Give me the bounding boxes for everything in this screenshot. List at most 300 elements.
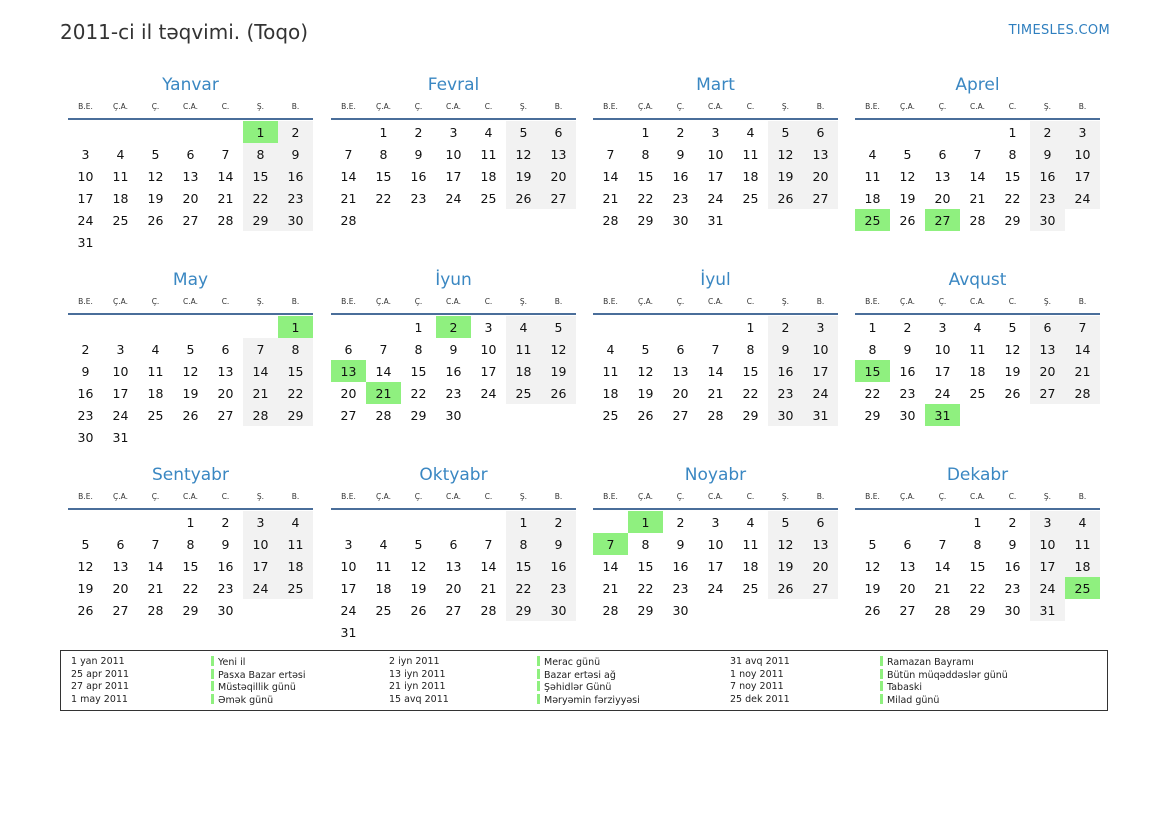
- day-cell: 24: [1065, 187, 1100, 209]
- day-cell: 5: [903, 146, 912, 162]
- empty-cell: [366, 621, 401, 643]
- weekday-label: Ş.: [1043, 492, 1052, 501]
- day-cell: 8: [641, 146, 650, 162]
- day-cell: 2: [278, 121, 313, 143]
- legend-date: 2 iyn 2011: [389, 656, 440, 667]
- day-cell: 18: [742, 558, 759, 574]
- day-grid: [855, 315, 1100, 426]
- day-cell: 25: [742, 580, 759, 596]
- day-cell: 4: [278, 511, 313, 533]
- weekday-label: B.E.: [603, 492, 618, 501]
- day-cell: 24: [1030, 577, 1065, 599]
- legend-date: 13 iyn 2011: [389, 668, 446, 680]
- day-cell: 20: [803, 555, 838, 577]
- day-cell: 23: [1030, 187, 1065, 209]
- day-cell: 21: [147, 580, 164, 596]
- day-cell: 11: [742, 536, 759, 552]
- day-cell: 30: [278, 209, 313, 231]
- day-cell: 29: [506, 599, 541, 621]
- day-cell: 18: [278, 555, 313, 577]
- day-cell: 4: [151, 341, 160, 357]
- day-cell: 22: [410, 385, 427, 401]
- day-cell: 15: [375, 168, 392, 184]
- day-cell: 20: [340, 385, 357, 401]
- day-cell: 16: [672, 558, 689, 574]
- day-cell: 15: [243, 165, 278, 187]
- day-cell: 8: [868, 341, 877, 357]
- day-cell: 7: [938, 536, 947, 552]
- month-yanvar: [68, 73, 313, 253]
- day-cell: 2: [676, 124, 685, 140]
- day-cell: 15: [969, 558, 986, 574]
- weekday-label: B.: [554, 492, 563, 501]
- day-cell: 19: [541, 360, 576, 382]
- empty-cell: [366, 316, 401, 338]
- day-cell: 8: [414, 341, 423, 357]
- day-cell: 18: [506, 360, 541, 382]
- day-cell: 17: [480, 363, 497, 379]
- weekday-label: C.: [221, 492, 230, 501]
- day-cell: 10: [243, 533, 278, 555]
- legend-dates: [389, 656, 449, 706]
- weekday-label: B.E.: [341, 297, 356, 306]
- weekday-label: C.A.: [182, 102, 198, 111]
- day-cell: 6: [1030, 316, 1065, 338]
- day-cell: 18: [864, 190, 881, 206]
- weekday-label: Ç.: [676, 492, 685, 501]
- day-cell: 9: [676, 146, 685, 162]
- weekday-label: Ş.: [256, 492, 265, 501]
- day-cell: 1: [628, 511, 663, 533]
- month-sentyabr: [68, 463, 313, 621]
- legend-date: 25 apr 2011: [71, 668, 130, 680]
- day-cell: 4: [484, 124, 493, 140]
- empty-cell: [1065, 599, 1100, 621]
- day-cell: 22: [375, 190, 392, 206]
- empty-cell: [541, 621, 576, 643]
- day-cell: 9: [449, 341, 458, 357]
- day-cell: 21: [243, 382, 278, 404]
- day-cell: 8: [278, 338, 313, 360]
- day-cell: 14: [147, 558, 164, 574]
- month-aprel: [855, 73, 1100, 231]
- weekday-label: C.: [746, 297, 755, 306]
- day-cell: 16: [899, 363, 916, 379]
- weekday-label: Ş.: [781, 102, 790, 111]
- legend-names: [880, 656, 1008, 706]
- day-cell: 16: [217, 558, 234, 574]
- day-cell: 31: [112, 429, 129, 445]
- day-cell: 13: [112, 558, 129, 574]
- weekday-label: Ç.A.: [637, 492, 653, 501]
- day-cell: 25: [506, 382, 541, 404]
- day-cell: 28: [217, 212, 234, 228]
- day-cell: 3: [711, 124, 720, 140]
- legend-date: 21 iyn 2011: [389, 681, 446, 692]
- weekday-label: B.: [1078, 492, 1087, 501]
- day-cell: 3: [243, 511, 278, 533]
- day-cell: 1: [379, 124, 388, 140]
- day-cell: 7: [593, 533, 628, 555]
- legend-date: 25 dek 2011: [730, 693, 790, 705]
- day-grid: [68, 315, 313, 448]
- day-cell: 19: [864, 580, 881, 596]
- day-cell: 14: [217, 168, 234, 184]
- legend-holiday-name: Əmək günü: [218, 694, 274, 706]
- day-cell: 26: [768, 577, 803, 599]
- day-cell: 23: [899, 385, 916, 401]
- empty-cell: [436, 511, 471, 533]
- weekday-label: Ş.: [519, 102, 528, 111]
- weekday-label: Ş.: [781, 492, 790, 501]
- weekday-header: [331, 296, 576, 315]
- day-cell: 18: [147, 385, 164, 401]
- empty-cell: [173, 121, 208, 143]
- day-cell: 30: [445, 407, 462, 423]
- day-grid: [855, 120, 1100, 231]
- month-name: İyul: [700, 270, 731, 290]
- legend-dates: [730, 656, 790, 706]
- day-cell: 27: [541, 187, 576, 209]
- day-cell: 9: [541, 533, 576, 555]
- day-cell: 31: [340, 624, 357, 640]
- day-cell: 6: [449, 536, 458, 552]
- day-cell: 31: [803, 404, 838, 426]
- day-cell: 9: [414, 146, 423, 162]
- day-cell: 12: [768, 143, 803, 165]
- day-cell: 27: [803, 577, 838, 599]
- day-cell: 19: [768, 165, 803, 187]
- day-cell: 17: [243, 555, 278, 577]
- month-name: Sentyabr: [152, 465, 229, 485]
- legend-date: 27 apr 2011: [71, 681, 130, 692]
- day-cell: 13: [541, 143, 576, 165]
- day-cell: 13: [331, 360, 366, 382]
- page-title: 2011-ci il təqvimi. (Toqo): [60, 20, 309, 44]
- legend-holiday: [537, 694, 640, 707]
- day-cell: 29: [742, 407, 759, 423]
- day-cell: 13: [672, 363, 689, 379]
- weekday-label: B.: [816, 492, 825, 501]
- day-grid: [68, 120, 313, 253]
- day-cell: 20: [445, 580, 462, 596]
- day-cell: 7: [379, 341, 388, 357]
- day-cell: 12: [1004, 341, 1021, 357]
- day-cell: 8: [506, 533, 541, 555]
- day-cell: 31: [1030, 599, 1065, 621]
- empty-cell: [960, 121, 995, 143]
- day-cell: 5: [768, 511, 803, 533]
- holiday-marker-icon: [880, 656, 883, 666]
- day-cell: 13: [803, 143, 838, 165]
- empty-cell: [890, 511, 925, 533]
- day-grid: [593, 315, 838, 426]
- day-cell: 14: [934, 558, 951, 574]
- holiday-marker-icon: [537, 681, 540, 691]
- day-cell: 17: [112, 385, 129, 401]
- day-cell: 28: [375, 407, 392, 423]
- day-cell: 27: [217, 407, 234, 423]
- day-cell: 1: [1008, 124, 1017, 140]
- day-cell: 14: [602, 558, 619, 574]
- holiday-marker-icon: [211, 694, 214, 704]
- holiday-marker-icon: [211, 656, 214, 666]
- day-cell: 22: [637, 580, 654, 596]
- day-cell: 3: [449, 124, 458, 140]
- day-cell: 15: [410, 363, 427, 379]
- empty-cell: [960, 404, 995, 426]
- day-cell: 28: [969, 212, 986, 228]
- legend-holiday-name: Milad günü: [887, 694, 940, 706]
- day-cell: 6: [344, 341, 353, 357]
- day-cell: 17: [707, 168, 724, 184]
- day-cell: 24: [243, 577, 278, 599]
- empty-cell: [890, 121, 925, 143]
- day-cell: 5: [186, 341, 195, 357]
- day-cell: 3: [81, 146, 90, 162]
- legend-holiday: [880, 681, 1008, 694]
- weekday-label: B.E.: [78, 102, 93, 111]
- day-cell: 1: [746, 319, 755, 335]
- weekday-label: B.: [1078, 297, 1087, 306]
- weekday-label: B.E.: [865, 102, 880, 111]
- day-cell: 21: [602, 580, 619, 596]
- day-cell: 4: [506, 316, 541, 338]
- weekday-label: Ş.: [1043, 102, 1052, 111]
- day-cell: 23: [410, 190, 427, 206]
- empty-cell: [278, 599, 313, 621]
- day-cell: 15: [182, 558, 199, 574]
- weekday-label: Ç.: [938, 492, 947, 501]
- day-cell: 4: [1065, 511, 1100, 533]
- weekday-label: C.A.: [182, 297, 198, 306]
- day-cell: 17: [340, 580, 357, 596]
- day-cell: 26: [899, 212, 916, 228]
- weekday-label: Ç.A.: [375, 297, 391, 306]
- weekday-label: B.E.: [78, 297, 93, 306]
- day-cell: 31: [707, 212, 724, 228]
- weekday-label: Ç.A.: [112, 492, 128, 501]
- legend-holiday-name: Tabaski: [887, 682, 922, 693]
- weekday-label: Ç.: [414, 102, 423, 111]
- day-cell: 5: [506, 121, 541, 143]
- day-cell: 16: [278, 165, 313, 187]
- day-cell: 10: [445, 146, 462, 162]
- empty-cell: [243, 231, 278, 253]
- day-cell: 16: [768, 360, 803, 382]
- day-cell: 5: [768, 121, 803, 143]
- day-cell: 18: [1065, 555, 1100, 577]
- day-cell: 14: [969, 168, 986, 184]
- day-cell: 27: [1030, 382, 1065, 404]
- weekday-label: C.: [1008, 102, 1017, 111]
- day-cell: 22: [637, 190, 654, 206]
- legend-dates: [71, 656, 129, 706]
- day-grid: [593, 510, 838, 621]
- weekday-label: Ş.: [1043, 297, 1052, 306]
- day-cell: 17: [77, 190, 94, 206]
- day-cell: 21: [934, 580, 951, 596]
- day-cell: 2: [541, 511, 576, 533]
- day-cell: 26: [77, 602, 94, 618]
- day-cell: 21: [707, 385, 724, 401]
- legend-holiday-name: Yeni il: [218, 657, 246, 668]
- weekday-label: C.A.: [969, 297, 985, 306]
- month-fevral: [331, 73, 576, 231]
- legend-date: 1 yan 2011: [71, 656, 125, 667]
- weekday-header: [68, 491, 313, 510]
- day-cell: 9: [903, 341, 912, 357]
- day-cell: 12: [541, 338, 576, 360]
- day-cell: 11: [602, 363, 619, 379]
- weekday-label: C.: [221, 297, 230, 306]
- empty-cell: [138, 121, 173, 143]
- empty-cell: [925, 511, 960, 533]
- day-cell: 24: [112, 407, 129, 423]
- day-cell: 26: [182, 407, 199, 423]
- day-cell: 12: [77, 558, 94, 574]
- day-cell: 14: [340, 168, 357, 184]
- day-cell: 14: [602, 168, 619, 184]
- day-cell: 9: [81, 363, 90, 379]
- day-cell: 25: [1065, 577, 1100, 599]
- legend-holiday-name: Şəhidlər Günü: [544, 682, 612, 693]
- weekday-label: Ç.: [676, 297, 685, 306]
- day-cell: 10: [480, 341, 497, 357]
- weekday-label: Ç.A.: [637, 297, 653, 306]
- legend-date: 31 avq 2011: [730, 656, 790, 667]
- day-cell: 11: [864, 168, 881, 184]
- day-cell: 5: [151, 146, 160, 162]
- legend-holiday: [211, 694, 306, 707]
- day-cell: 24: [340, 602, 357, 618]
- day-cell: 3: [116, 341, 125, 357]
- empty-cell: [173, 316, 208, 338]
- day-cell: 20: [1030, 360, 1065, 382]
- day-cell: 24: [803, 382, 838, 404]
- day-cell: 27: [112, 602, 129, 618]
- day-cell: 1: [243, 121, 278, 143]
- day-cell: 17: [707, 558, 724, 574]
- day-cell: 17: [1030, 555, 1065, 577]
- day-cell: 24: [934, 385, 951, 401]
- empty-cell: [593, 511, 628, 533]
- day-cell: 10: [1065, 143, 1100, 165]
- day-cell: 19: [77, 580, 94, 596]
- month-name: Yanvar: [162, 75, 219, 95]
- day-cell: 13: [445, 558, 462, 574]
- month-avqust: [855, 268, 1100, 426]
- empty-cell: [331, 121, 366, 143]
- day-cell: 18: [969, 363, 986, 379]
- day-cell: 11: [147, 363, 164, 379]
- day-cell: 6: [541, 121, 576, 143]
- day-cell: 3: [803, 316, 838, 338]
- day-cell: 4: [746, 514, 755, 530]
- day-cell: 23: [541, 577, 576, 599]
- day-cell: 31: [925, 404, 960, 426]
- holiday-marker-icon: [211, 669, 214, 679]
- empty-cell: [925, 121, 960, 143]
- day-cell: 1: [506, 511, 541, 533]
- month-name: Aprel: [955, 75, 1000, 95]
- day-cell: 25: [147, 407, 164, 423]
- day-cell: 29: [1004, 212, 1021, 228]
- weekday-label: Ç.: [151, 492, 160, 501]
- weekday-label: Ş.: [256, 102, 265, 111]
- day-cell: 24: [480, 385, 497, 401]
- weekday-label: Ç.: [414, 297, 423, 306]
- legend-date: 15 avq 2011: [389, 693, 449, 705]
- day-cell: 11: [1065, 533, 1100, 555]
- brand-link[interactable]: TIMESLES.COM: [1008, 23, 1110, 38]
- day-cell: 22: [243, 187, 278, 209]
- empty-cell: [331, 316, 366, 338]
- weekday-label: B.: [554, 297, 563, 306]
- day-cell: 12: [182, 363, 199, 379]
- day-cell: 10: [77, 168, 94, 184]
- day-cell: 15: [1004, 168, 1021, 184]
- day-cell: 6: [186, 146, 195, 162]
- empty-cell: [541, 209, 576, 231]
- day-cell: 22: [864, 385, 881, 401]
- day-cell: 2: [81, 341, 90, 357]
- day-cell: 23: [217, 580, 234, 596]
- day-cell: 19: [182, 385, 199, 401]
- day-cell: 13: [217, 363, 234, 379]
- weekday-label: B.: [816, 297, 825, 306]
- legend-names: [537, 656, 640, 706]
- legend-holiday-name: Bütün müqəddəslər günü: [887, 669, 1008, 681]
- day-cell: 5: [414, 536, 423, 552]
- day-cell: 22: [1004, 190, 1021, 206]
- day-cell: 25: [375, 602, 392, 618]
- day-cell: 23: [278, 187, 313, 209]
- day-cell: 28: [147, 602, 164, 618]
- day-cell: 8: [186, 536, 195, 552]
- day-cell: 14: [375, 363, 392, 379]
- day-cell: 7: [151, 536, 160, 552]
- day-cell: 9: [768, 338, 803, 360]
- day-cell: 11: [969, 341, 986, 357]
- empty-cell: [138, 231, 173, 253]
- day-cell: 6: [116, 536, 125, 552]
- day-cell: 18: [112, 190, 129, 206]
- weekday-label: B.: [1078, 102, 1087, 111]
- weekday-label: C.: [484, 102, 493, 111]
- day-cell: 20: [217, 385, 234, 401]
- day-cell: 26: [864, 602, 881, 618]
- day-cell: 30: [768, 404, 803, 426]
- weekday-label: Ç.A.: [637, 102, 653, 111]
- legend-holiday: [211, 669, 306, 682]
- day-cell: 7: [243, 338, 278, 360]
- empty-cell: [173, 231, 208, 253]
- weekday-label: B.E.: [603, 297, 618, 306]
- day-cell: 16: [1004, 558, 1021, 574]
- empty-cell: [768, 209, 803, 231]
- weekday-header: [855, 296, 1100, 315]
- weekday-label: C.: [746, 102, 755, 111]
- day-cell: 12: [637, 363, 654, 379]
- day-cell: 15: [506, 555, 541, 577]
- day-cell: 11: [742, 146, 759, 162]
- empty-cell: [471, 621, 506, 643]
- month-name: May: [172, 270, 209, 290]
- day-cell: 12: [899, 168, 916, 184]
- empty-cell: [243, 316, 278, 338]
- day-cell: 2: [1030, 121, 1065, 143]
